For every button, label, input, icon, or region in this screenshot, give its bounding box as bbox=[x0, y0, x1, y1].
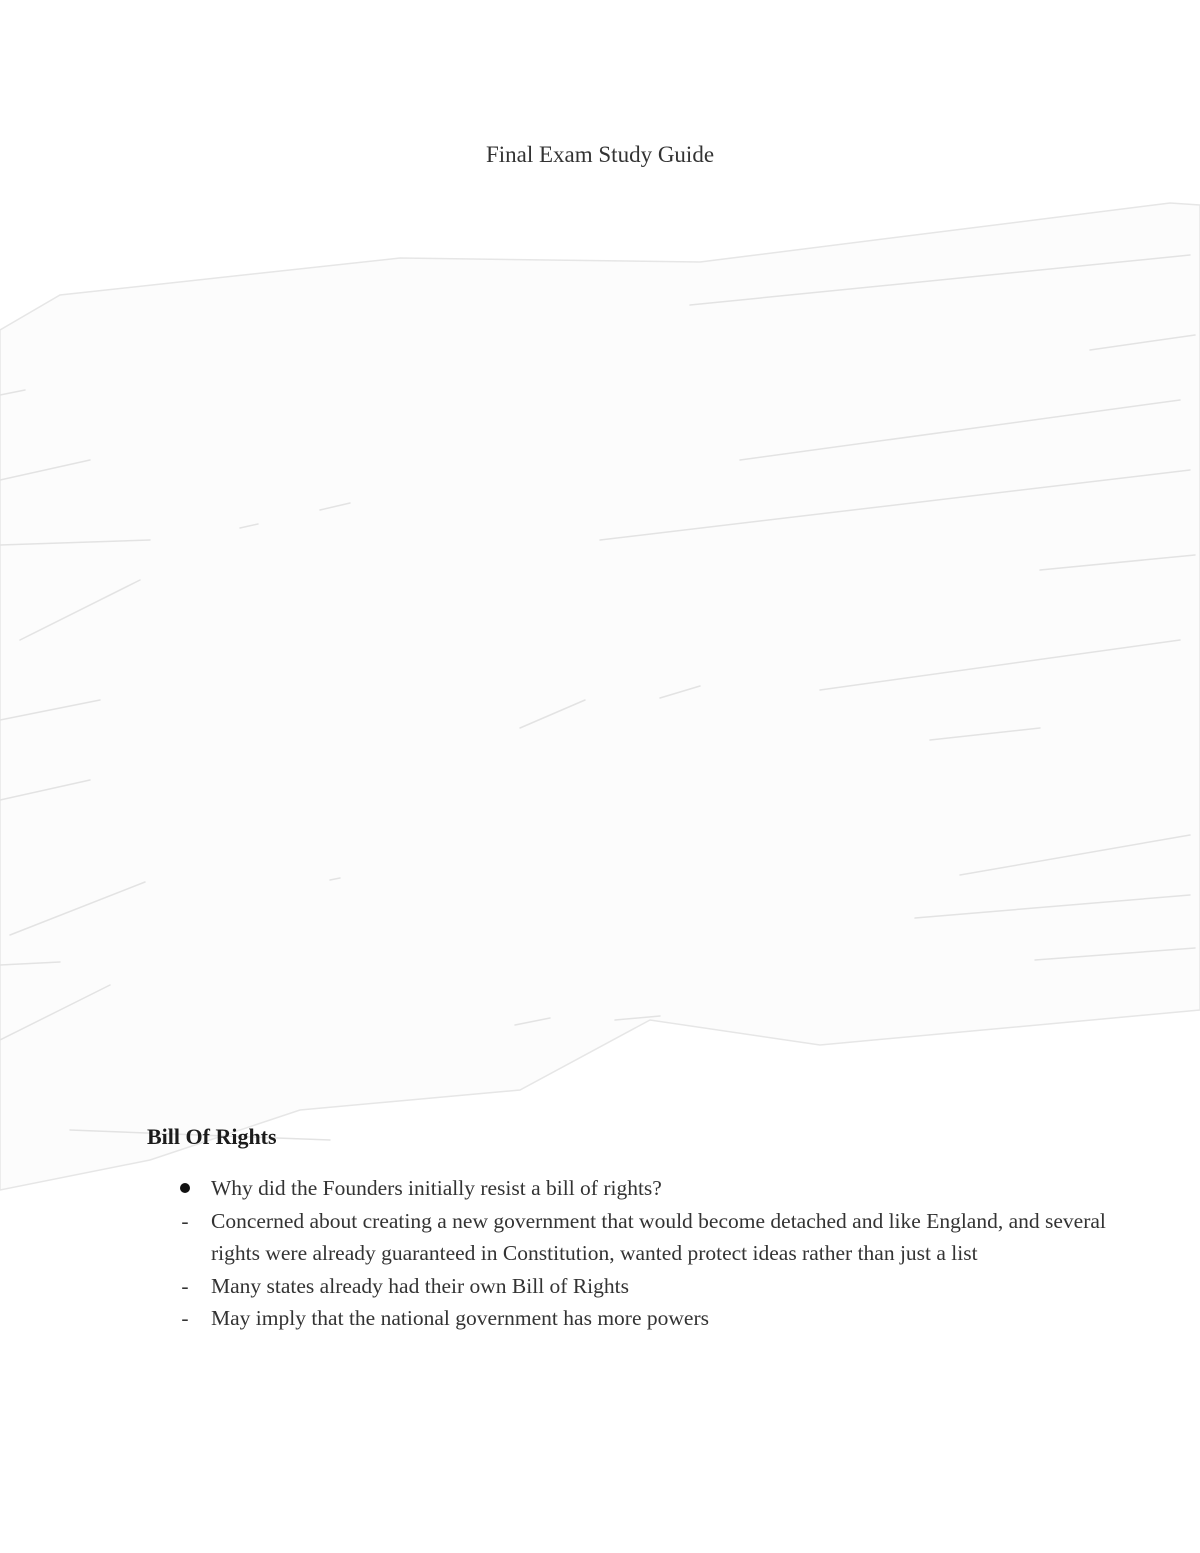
list-item-text: Concerned about creating a new government that would become detached and like England, and several rights were already guaranteed in Constitution, wanted protect ideas rather than just a list bbox=[211, 1208, 1106, 1265]
section-bill-of-rights bbox=[147, 1124, 1107, 1335]
list-item bbox=[147, 1270, 1107, 1303]
list-item-text: Why did the Founders initially resist a bill of rights? bbox=[211, 1176, 662, 1200]
list-item-text: Many states already had their own Bill of Rights bbox=[211, 1273, 629, 1298]
section-heading: Bill Of Rights bbox=[147, 1124, 277, 1149]
list-item bbox=[147, 1205, 1107, 1270]
notes-list bbox=[147, 1172, 1107, 1335]
bullet-icon bbox=[175, 1172, 195, 1205]
list-item bbox=[147, 1302, 1107, 1335]
dash-marker: - bbox=[181, 1273, 189, 1298]
dash-marker: - bbox=[181, 1208, 189, 1233]
list-item bbox=[147, 1172, 1107, 1205]
document-title: Final Exam Study Guide bbox=[485, 142, 715, 167]
list-item-text: May imply that the national government has more powers bbox=[211, 1306, 709, 1330]
dash-marker: - bbox=[181, 1306, 189, 1330]
